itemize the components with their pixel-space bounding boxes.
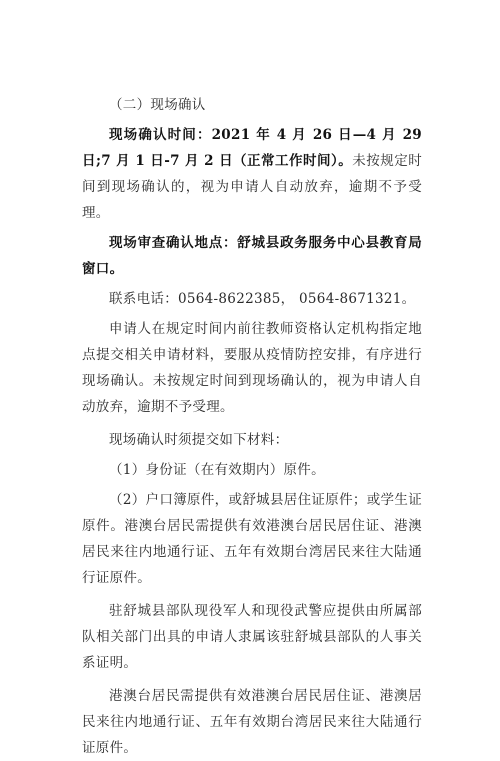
- confirm-place-paragraph: [82, 230, 422, 282]
- contact-phone: 联系电话：0564-8622385， 0564-8671321。: [109, 291, 416, 307]
- paragraph-military: 驻舒城县部队现役军人和现役武警应提供由所属部队相关部门出具的申请人隶属该驻舒城县部队的人事关系证明。: [82, 603, 422, 671]
- confirm-place-label: 现场审查确认地点：: [109, 235, 238, 251]
- confirm-time-value: 2021 年 4 月 26 日—4 月 29 日;7 月 1 日-7 月 2 日（正常工作时间）。: [82, 127, 422, 169]
- confirm-time-rest: 未按规定时间到现场确认的，视为申请人自动放弃，逾期不予受理。: [82, 153, 422, 221]
- paragraph-material-residence: （2）户口簿原件，或舒城县居住证原件；或学生证原件。港澳台居民需提供有效港澳台居民居住证、港澳居民来往内地通行证、五年有效期台湾居民来往大陆通行证原件。: [82, 492, 422, 586]
- paragraph-materials-intro: 现场确认时须提交如下材料：: [109, 432, 289, 448]
- paragraph-hk-macau-taiwan: 港澳台居民需提供有效港澳台居民居住证、港澳居民来往内地通行证、五年有效期台湾居民来往大陆通行证原件。: [82, 688, 422, 756]
- confirm-time-paragraph: [82, 122, 422, 226]
- paragraph-material-id-card: （1）身份证（在有效期内）原件。: [109, 462, 325, 478]
- section-heading: （二）现场确认: [109, 97, 206, 113]
- confirm-place-value: 舒城县政务服务中心县教育局窗口。: [82, 235, 423, 277]
- paragraph-submission-instructions: 申请人在规定时间内前往教师资格认定机构指定地点提交相关申请材料，要服从疫情防控安排，有序进行现场确认。未按规定时间到现场确认的，视为申请人自动放弃，逾期不予受理。: [82, 321, 422, 415]
- confirm-time-label: 现场确认时间：: [109, 127, 212, 143]
